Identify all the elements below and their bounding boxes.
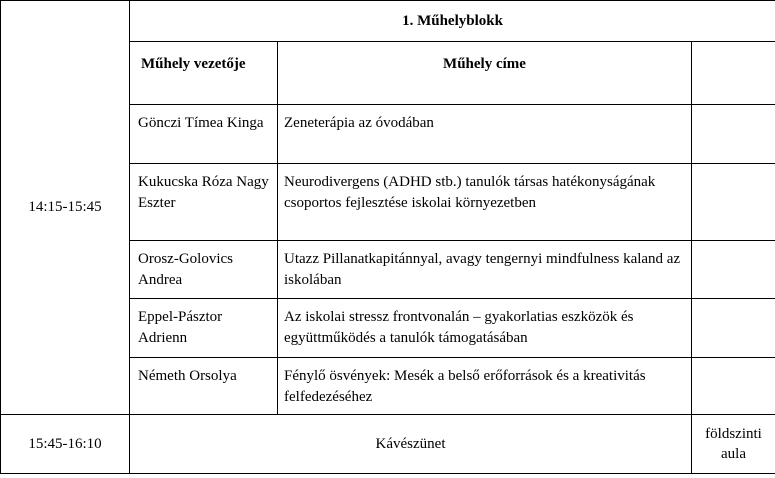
workshop-location — [692, 358, 775, 415]
workshop-leader: Eppel-Pásztor Adrienn — [130, 299, 278, 358]
break-label: Kávészünet — [130, 415, 692, 474]
workshop-title: Fénylő ösvények: Mesék a belső erőforrások és a kreativitás felfedezéséhez — [278, 358, 692, 415]
block-title: 1. Műhelyblokk — [130, 1, 775, 42]
workshop-location — [692, 164, 775, 241]
workshop-leader: Németh Orsolya — [130, 358, 278, 415]
break-row — [1, 415, 775, 474]
workshop-leader: Gönczi Tímea Kinga — [130, 105, 278, 164]
workshop-location — [692, 105, 775, 164]
workshop-location — [692, 299, 775, 358]
workshop-title: Neurodivergens (ADHD stb.) tanulók társas hatékonyságának csoportos fejlesztése iskolai környezetben — [278, 164, 692, 241]
workshop-title: Zeneterápia az óvodában — [278, 105, 692, 164]
location-column-header — [692, 42, 775, 105]
workshop-leader: Kukucska Róza Nagy Eszter — [130, 164, 278, 241]
break-location: földszinti aula — [692, 415, 775, 474]
block-title-row — [1, 1, 775, 42]
workshop-leader: Orosz-Golovics Andrea — [130, 241, 278, 299]
workshop-location — [692, 241, 775, 299]
workshop-title: Utazz Pillanatkapitánnyal, avagy tengernyi mindfulness kaland az iskolában — [278, 241, 692, 299]
title-column-header: Műhely címe — [278, 42, 692, 105]
break-time-cell: 15:45-16:10 — [1, 415, 130, 474]
workshop-title: Az iskolai stressz frontvonalán – gyakorlatias eszközök és együttműködés a tanulók támogatásában — [278, 299, 692, 358]
leader-column-header: Műhely vezetője — [130, 42, 278, 105]
time-slot-cell: 14:15-15:45 — [1, 1, 130, 415]
